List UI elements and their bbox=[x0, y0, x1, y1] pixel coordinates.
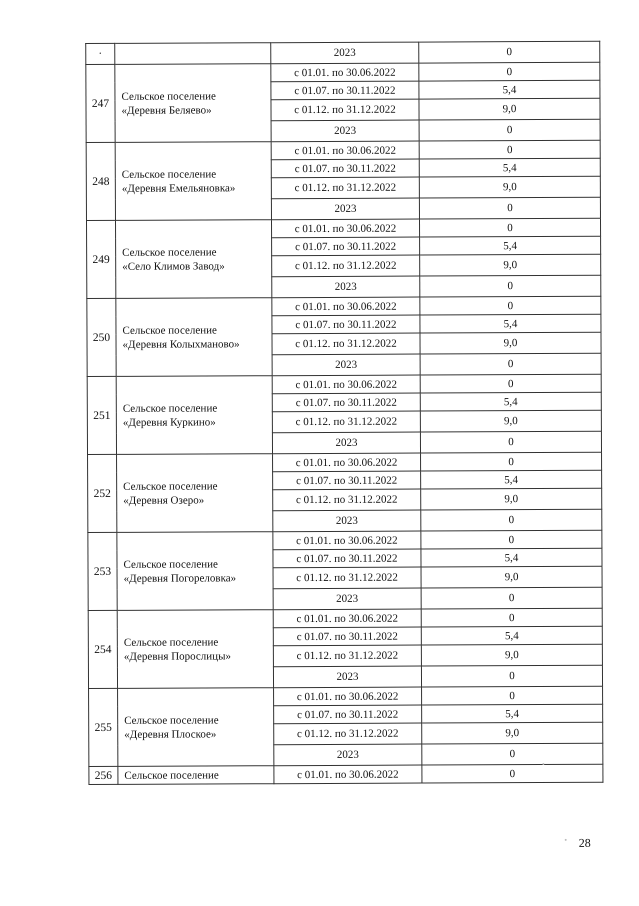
settlement-title: «Деревня Колыхманово» bbox=[122, 337, 240, 351]
period-cell: с 01.07. по 30.11.2022 bbox=[274, 705, 422, 724]
period-cell: с 01.07. по 30.11.2022 bbox=[272, 237, 420, 256]
period-cell: 2023 bbox=[272, 354, 420, 376]
settlement-name bbox=[115, 220, 271, 299]
value-cell: 0 bbox=[421, 530, 602, 549]
table-row bbox=[88, 608, 602, 628]
settlement-type: Сельское поселение bbox=[122, 401, 218, 415]
settlement-name bbox=[117, 454, 273, 533]
value-cell: 0 bbox=[419, 218, 600, 237]
table-row bbox=[88, 452, 602, 472]
value-cell: 0 bbox=[420, 431, 601, 453]
period-cell: с 01.01. по 30.06.2022 bbox=[273, 609, 421, 628]
period-cell: 2023 bbox=[272, 276, 420, 298]
settlement-name bbox=[116, 376, 272, 455]
settlement-name bbox=[117, 532, 273, 611]
settlement-type: Сельское поселение bbox=[122, 323, 217, 337]
settlement-type: Сельское поселение bbox=[123, 479, 218, 493]
table-row bbox=[87, 296, 601, 316]
settlement-type: Сельское поселение bbox=[123, 635, 219, 649]
settlement-title: «Деревня Озеро» bbox=[123, 494, 205, 507]
period-cell: 2023 bbox=[273, 588, 421, 610]
value-cell: 5,4 bbox=[420, 392, 601, 411]
period-cell: 2023 bbox=[271, 42, 419, 64]
settlement-title: «Деревня Беляево» bbox=[121, 103, 212, 117]
row-number: 253 bbox=[88, 532, 117, 610]
value-cell: 0 bbox=[422, 686, 603, 705]
row-number: 247 bbox=[86, 64, 115, 142]
period-cell: с 01.07. по 30.11.2022 bbox=[271, 159, 419, 178]
row-number: 249 bbox=[86, 220, 115, 298]
value-cell: 0 bbox=[420, 275, 601, 297]
period-cell: с 01.01. по 30.06.2022 bbox=[273, 453, 421, 472]
period-cell: с 01.01. по 30.06.2022 bbox=[272, 297, 420, 316]
period-cell: с 01.01. по 30.06.2022 bbox=[271, 219, 419, 238]
value-cell: 5,4 bbox=[419, 80, 600, 99]
value-cell: 9,0 bbox=[419, 98, 600, 120]
table-row bbox=[86, 62, 600, 82]
settlement-name bbox=[118, 688, 274, 767]
table-row bbox=[86, 140, 600, 160]
value-cell: 9,0 bbox=[420, 410, 601, 432]
table-row bbox=[88, 530, 602, 550]
period-cell: с 01.01. по 30.06.2022 bbox=[274, 687, 422, 706]
value-cell: 0 bbox=[421, 665, 602, 687]
table-row bbox=[87, 374, 601, 394]
value-cell: 9,0 bbox=[420, 254, 601, 276]
table-row bbox=[86, 41, 600, 64]
value-cell: 9,0 bbox=[420, 332, 601, 354]
period-cell: с 01.12. по 31.12.2022 bbox=[273, 489, 421, 511]
period-cell: с 01.12. по 31.12.2022 bbox=[273, 567, 421, 589]
settlement-name bbox=[115, 64, 271, 143]
settlement-title: «Село Климов Завод» bbox=[122, 259, 225, 273]
table-row bbox=[89, 686, 603, 706]
period-cell: с 01.12. по 31.12.2022 bbox=[272, 411, 420, 433]
row-number: · bbox=[86, 43, 115, 64]
settlement-title: «Деревня Емельяновка» bbox=[121, 181, 236, 195]
value-cell: 9,0 bbox=[421, 644, 602, 666]
settlement-name bbox=[115, 142, 271, 221]
settlement-title: «Деревня Плоское» bbox=[124, 727, 217, 741]
period-cell: 2023 bbox=[273, 510, 421, 532]
period-cell: с 01.12. по 31.12.2022 bbox=[274, 723, 422, 745]
value-cell: 0 bbox=[421, 587, 602, 609]
period-cell: с 01.12. по 31.12.2022 bbox=[272, 255, 420, 277]
value-cell: 0 bbox=[420, 374, 601, 393]
scan-speck bbox=[565, 839, 567, 841]
settlement-title: «Деревня Куркино» bbox=[122, 415, 216, 429]
value-cell: 5,4 bbox=[419, 158, 600, 177]
period-cell: с 01.12. по 31.12.2022 bbox=[272, 333, 420, 355]
period-cell: 2023 bbox=[271, 198, 419, 220]
period-cell: с 01.01. по 30.06.2022 bbox=[274, 765, 422, 784]
period-cell: 2023 bbox=[272, 432, 420, 454]
period-cell: с 01.01. по 30.06.2022 bbox=[272, 375, 420, 394]
settlement-name bbox=[115, 43, 271, 65]
value-cell: 5,4 bbox=[421, 626, 602, 645]
period-cell: с 01.01. по 30.06.2022 bbox=[271, 141, 419, 160]
settlement-type: Сельское поселение bbox=[121, 89, 216, 103]
row-number: 251 bbox=[87, 376, 116, 454]
value-cell: 0 bbox=[421, 509, 602, 531]
value-cell: 0 bbox=[419, 41, 600, 63]
settlement-title: «Деревня Погореловка» bbox=[123, 571, 237, 585]
period-cell: с 01.07. по 30.11.2022 bbox=[273, 627, 421, 646]
value-cell: 9,0 bbox=[421, 488, 602, 510]
value-cell: 0 bbox=[421, 608, 602, 627]
tariff-table bbox=[85, 41, 603, 785]
value-cell: 9,0 bbox=[422, 722, 603, 744]
period-cell: с 01.07. по 30.11.2022 bbox=[271, 81, 419, 100]
value-cell: 0 bbox=[421, 452, 602, 471]
period-cell: с 01.12. по 31.12.2022 bbox=[271, 177, 419, 199]
period-cell: с 01.01. по 30.06.2022 bbox=[271, 63, 419, 82]
period-cell: с 01.07. по 30.11.2022 bbox=[272, 315, 420, 334]
period-cell: с 01.01. по 30.06.2022 bbox=[273, 531, 421, 550]
settlement-type: Сельское поселение bbox=[123, 557, 218, 571]
value-cell: 0 bbox=[419, 62, 600, 81]
value-cell: 9,0 bbox=[421, 566, 602, 588]
value-cell: 5,4 bbox=[422, 704, 603, 723]
table-row bbox=[86, 218, 600, 238]
value-cell: 0 bbox=[419, 119, 600, 141]
settlement-name bbox=[116, 298, 272, 377]
value-cell: 5,4 bbox=[421, 548, 602, 567]
value-cell: 0 bbox=[419, 197, 600, 219]
row-number: 248 bbox=[86, 142, 115, 220]
value-cell: 5,4 bbox=[420, 314, 601, 333]
value-cell: 0 bbox=[419, 140, 600, 159]
value-cell: 5,4 bbox=[421, 470, 602, 489]
period-cell: с 01.07. по 30.11.2022 bbox=[272, 393, 420, 412]
table-row bbox=[89, 764, 603, 784]
row-number: 254 bbox=[88, 610, 117, 688]
row-number: 256 bbox=[89, 766, 118, 784]
value-cell: 0 bbox=[422, 743, 603, 765]
period-cell: 2023 bbox=[271, 120, 419, 142]
row-number: 250 bbox=[87, 298, 116, 376]
value-cell: 0 bbox=[420, 353, 601, 375]
settlement-type: Сельское поселение bbox=[124, 713, 219, 727]
value-cell: 0 bbox=[420, 296, 601, 315]
row-number: 255 bbox=[89, 688, 118, 766]
settlement-name: Сельское поселение bbox=[118, 766, 274, 785]
settlement-title: «Деревня Порослицы» bbox=[123, 649, 231, 663]
page-number: 28 bbox=[578, 835, 591, 850]
settlement-type: Сельское поселение bbox=[121, 167, 217, 181]
period-cell: с 01.12. по 31.12.2022 bbox=[273, 645, 421, 667]
settlement-name bbox=[117, 610, 273, 689]
value-cell: 5,4 bbox=[420, 236, 601, 255]
row-number: 252 bbox=[88, 454, 117, 532]
period-cell: с 01.12. по 31.12.2022 bbox=[271, 99, 419, 121]
settlement-type: Сельское поселение bbox=[122, 245, 217, 259]
scan-speck bbox=[542, 763, 544, 765]
period-cell: с 01.07. по 30.11.2022 bbox=[273, 471, 421, 490]
period-cell: с 01.07. по 30.11.2022 bbox=[273, 549, 421, 568]
period-cell: 2023 bbox=[273, 666, 421, 688]
period-cell: 2023 bbox=[274, 744, 422, 766]
value-cell: 9,0 bbox=[419, 176, 600, 198]
value-cell: 0 bbox=[422, 764, 603, 783]
